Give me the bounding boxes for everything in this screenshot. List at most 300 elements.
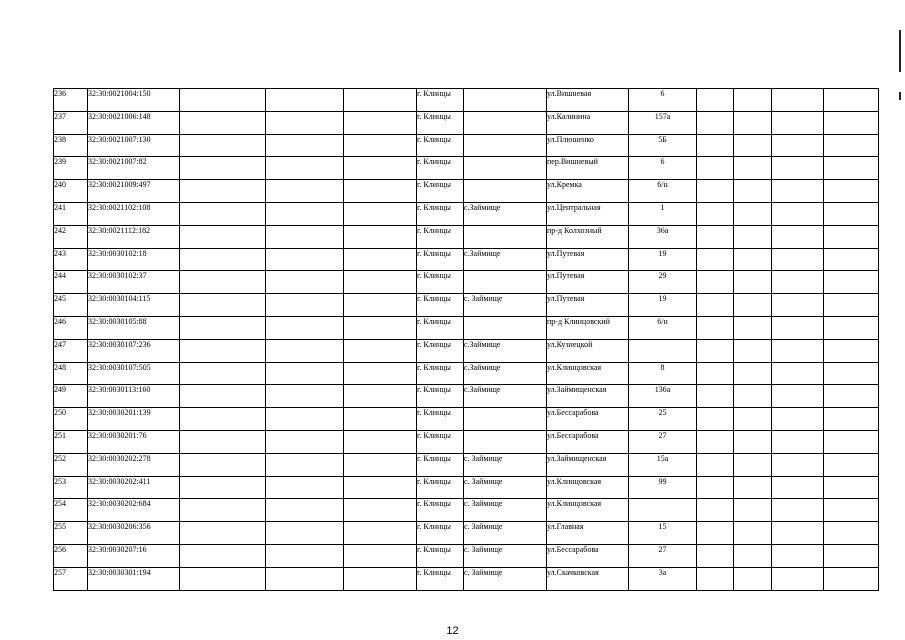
empty-cell xyxy=(772,316,824,339)
empty-cell xyxy=(266,544,344,567)
empty-cell xyxy=(734,430,772,453)
street-cell: ул.Путевая xyxy=(547,271,629,294)
table-row xyxy=(54,316,879,339)
empty-cell xyxy=(344,248,417,271)
empty-cell xyxy=(734,248,772,271)
empty-cell xyxy=(180,89,266,112)
empty-cell xyxy=(697,180,734,203)
row-number-cell: 237 xyxy=(54,111,88,134)
village-cell xyxy=(464,134,547,157)
cadastral-number-cell: 32:30:0030107:505 xyxy=(88,362,180,385)
table-row xyxy=(54,567,879,590)
empty-cell xyxy=(734,522,772,545)
table-row xyxy=(54,248,879,271)
cadastral-number-cell: 32:30:0021004:150 xyxy=(88,89,180,112)
empty-cell xyxy=(266,294,344,317)
village-cell: с.Займище xyxy=(464,248,547,271)
empty-cell xyxy=(772,89,824,112)
cadastral-number-cell: 32:30:0021007:130 xyxy=(88,134,180,157)
empty-cell xyxy=(824,294,879,317)
empty-cell xyxy=(697,385,734,408)
cadastral-number-cell: 32:30:0030113:160 xyxy=(88,385,180,408)
cadastral-number-cell: 32:30:0030102:37 xyxy=(88,271,180,294)
empty-cell xyxy=(344,316,417,339)
empty-cell xyxy=(824,567,879,590)
empty-cell xyxy=(772,430,824,453)
empty-cell xyxy=(180,362,266,385)
empty-cell xyxy=(824,385,879,408)
empty-cell xyxy=(772,544,824,567)
empty-cell xyxy=(266,339,344,362)
empty-cell xyxy=(734,544,772,567)
cadastral-number-cell: 32:30:0030107:236 xyxy=(88,339,180,362)
empty-cell xyxy=(772,453,824,476)
cadastral-number-cell: 32:30:0030202:411 xyxy=(88,476,180,499)
empty-cell xyxy=(697,362,734,385)
city-cell: г. Клинцы xyxy=(417,453,464,476)
empty-cell xyxy=(266,248,344,271)
street-cell: ул.Вишневая xyxy=(547,89,629,112)
city-cell: г. Клинцы xyxy=(417,544,464,567)
village-cell xyxy=(464,430,547,453)
cadastral-number-cell: 32:30:0021102:108 xyxy=(88,202,180,225)
street-cell: пр-д Клинцовский xyxy=(547,316,629,339)
row-number-cell: 236 xyxy=(54,89,88,112)
table-row xyxy=(54,294,879,317)
empty-cell xyxy=(180,294,266,317)
empty-cell xyxy=(344,134,417,157)
city-cell: г. Клинцы xyxy=(417,180,464,203)
empty-cell xyxy=(824,202,879,225)
table-row xyxy=(54,430,879,453)
cadastral-number-cell: 32:30:0030301:194 xyxy=(88,567,180,590)
empty-cell xyxy=(266,476,344,499)
city-cell: г. Клинцы xyxy=(417,362,464,385)
house-number-cell: 1 xyxy=(629,202,697,225)
empty-cell xyxy=(180,430,266,453)
empty-cell xyxy=(344,362,417,385)
empty-cell xyxy=(180,271,266,294)
row-number-cell: 243 xyxy=(54,248,88,271)
city-cell: г. Клинцы xyxy=(417,499,464,522)
house-number-cell: 99 xyxy=(629,476,697,499)
empty-cell xyxy=(772,225,824,248)
empty-cell xyxy=(824,453,879,476)
table-row xyxy=(54,476,879,499)
empty-cell xyxy=(266,453,344,476)
empty-cell xyxy=(180,202,266,225)
city-cell: г. Клинцы xyxy=(417,157,464,180)
row-number-cell: 255 xyxy=(54,522,88,545)
empty-cell xyxy=(824,89,879,112)
city-cell: г. Клинцы xyxy=(417,271,464,294)
village-cell: с. Займище xyxy=(464,522,547,545)
village-cell: с. Займище xyxy=(464,544,547,567)
house-number-cell: 136а xyxy=(629,385,697,408)
empty-cell xyxy=(734,567,772,590)
empty-cell xyxy=(697,134,734,157)
city-cell: г. Клинцы xyxy=(417,522,464,545)
house-number-cell: 25 xyxy=(629,408,697,431)
empty-cell xyxy=(180,157,266,180)
empty-cell xyxy=(734,271,772,294)
table-row xyxy=(54,408,879,431)
empty-cell xyxy=(772,362,824,385)
cadastral-number-cell: 32:30:0030201:76 xyxy=(88,430,180,453)
empty-cell xyxy=(772,157,824,180)
empty-cell xyxy=(344,89,417,112)
empty-cell xyxy=(697,408,734,431)
table-row xyxy=(54,225,879,248)
empty-cell xyxy=(266,430,344,453)
empty-cell xyxy=(180,180,266,203)
street-cell: ул.Бессарабова xyxy=(547,430,629,453)
village-cell: с.Займище xyxy=(464,202,547,225)
table-row xyxy=(54,89,879,112)
empty-cell xyxy=(772,111,824,134)
empty-cell xyxy=(697,316,734,339)
empty-cell xyxy=(344,385,417,408)
empty-cell xyxy=(697,89,734,112)
empty-cell xyxy=(734,408,772,431)
house-number-cell: 36а xyxy=(629,225,697,248)
cadastral-number-cell: 32:30:0021006:148 xyxy=(88,111,180,134)
empty-cell xyxy=(180,111,266,134)
city-cell: г. Клинцы xyxy=(417,385,464,408)
empty-cell xyxy=(344,271,417,294)
scan-edge-mark xyxy=(899,30,901,72)
empty-cell xyxy=(697,453,734,476)
empty-cell xyxy=(344,453,417,476)
empty-cell xyxy=(180,385,266,408)
empty-cell xyxy=(344,157,417,180)
empty-cell xyxy=(344,522,417,545)
row-number-cell: 253 xyxy=(54,476,88,499)
empty-cell xyxy=(772,134,824,157)
empty-cell xyxy=(266,202,344,225)
house-number-cell: 157а xyxy=(629,111,697,134)
empty-cell xyxy=(266,89,344,112)
table-row xyxy=(54,157,879,180)
house-number-cell: 6/н xyxy=(629,316,697,339)
empty-cell xyxy=(344,430,417,453)
empty-cell xyxy=(772,522,824,545)
empty-cell xyxy=(734,476,772,499)
row-number-cell: 245 xyxy=(54,294,88,317)
empty-cell xyxy=(180,408,266,431)
city-cell: г. Клинцы xyxy=(417,430,464,453)
village-cell: с.Займище xyxy=(464,385,547,408)
empty-cell xyxy=(697,111,734,134)
village-cell xyxy=(464,225,547,248)
row-number-cell: 249 xyxy=(54,385,88,408)
street-cell: ул.Скачковская xyxy=(547,567,629,590)
street-cell: ул.Займищенская xyxy=(547,453,629,476)
village-cell: с. Займище xyxy=(464,567,547,590)
empty-cell xyxy=(734,111,772,134)
empty-cell xyxy=(344,202,417,225)
empty-cell xyxy=(824,476,879,499)
row-number-cell: 247 xyxy=(54,339,88,362)
empty-cell xyxy=(180,248,266,271)
cadastral-register-table xyxy=(53,88,879,591)
empty-cell xyxy=(266,111,344,134)
empty-cell xyxy=(697,225,734,248)
street-cell: ул.Клинцовская xyxy=(547,362,629,385)
row-number-cell: 238 xyxy=(54,134,88,157)
table-row xyxy=(54,362,879,385)
empty-cell xyxy=(824,180,879,203)
empty-cell xyxy=(734,294,772,317)
table-row xyxy=(54,544,879,567)
cadastral-number-cell: 32:30:0021007:82 xyxy=(88,157,180,180)
empty-cell xyxy=(266,134,344,157)
cadastral-number-cell: 32:30:0030102:18 xyxy=(88,248,180,271)
empty-cell xyxy=(772,294,824,317)
empty-cell xyxy=(734,157,772,180)
cadastral-number-cell: 32:30:0030201:139 xyxy=(88,408,180,431)
empty-cell xyxy=(697,499,734,522)
row-number-cell: 250 xyxy=(54,408,88,431)
village-cell xyxy=(464,271,547,294)
empty-cell xyxy=(180,453,266,476)
village-cell: с. Займище xyxy=(464,453,547,476)
village-cell: с. Займище xyxy=(464,294,547,317)
empty-cell xyxy=(824,157,879,180)
empty-cell xyxy=(824,544,879,567)
table-row xyxy=(54,499,879,522)
empty-cell xyxy=(772,339,824,362)
city-cell: г. Клинцы xyxy=(417,225,464,248)
empty-cell xyxy=(734,316,772,339)
city-cell: г. Клинцы xyxy=(417,134,464,157)
table-row xyxy=(54,180,879,203)
street-cell: ул.Бессарабова xyxy=(547,408,629,431)
city-cell: г. Клинцы xyxy=(417,294,464,317)
empty-cell xyxy=(824,271,879,294)
village-cell xyxy=(464,111,547,134)
empty-cell xyxy=(697,522,734,545)
empty-cell xyxy=(180,316,266,339)
row-number-cell: 248 xyxy=(54,362,88,385)
street-cell: ул.Бессарабова xyxy=(547,544,629,567)
empty-cell xyxy=(697,339,734,362)
street-cell: ул.Кузнецкой xyxy=(547,339,629,362)
house-number-cell: 29 xyxy=(629,271,697,294)
empty-cell xyxy=(266,499,344,522)
empty-cell xyxy=(734,453,772,476)
empty-cell xyxy=(824,430,879,453)
empty-cell xyxy=(824,316,879,339)
table-row xyxy=(54,202,879,225)
cadastral-number-cell: 32:30:0030202:684 xyxy=(88,499,180,522)
city-cell: г. Клинцы xyxy=(417,476,464,499)
empty-cell xyxy=(772,180,824,203)
city-cell: г. Клинцы xyxy=(417,567,464,590)
table-row xyxy=(54,111,879,134)
city-cell: г. Клинцы xyxy=(417,89,464,112)
house-number-cell: 19 xyxy=(629,294,697,317)
street-cell: ул.Клинцовская xyxy=(547,499,629,522)
house-number-cell: 8 xyxy=(629,362,697,385)
empty-cell xyxy=(344,339,417,362)
empty-cell xyxy=(824,225,879,248)
village-cell: с. Займище xyxy=(464,476,547,499)
cadastral-number-cell: 32:30:0030104:115 xyxy=(88,294,180,317)
empty-cell xyxy=(180,476,266,499)
empty-cell xyxy=(824,499,879,522)
house-number-cell: 27 xyxy=(629,544,697,567)
empty-cell xyxy=(772,476,824,499)
village-cell xyxy=(464,89,547,112)
cadastral-number-cell: 32:30:0021009:497 xyxy=(88,180,180,203)
cadastral-number-cell: 32:30:0030202:278 xyxy=(88,453,180,476)
empty-cell xyxy=(266,408,344,431)
table-row xyxy=(54,453,879,476)
empty-cell xyxy=(697,248,734,271)
house-number-cell: 15 xyxy=(629,522,697,545)
house-number-cell: 5Б xyxy=(629,134,697,157)
empty-cell xyxy=(772,385,824,408)
empty-cell xyxy=(266,180,344,203)
village-cell xyxy=(464,180,547,203)
row-number-cell: 251 xyxy=(54,430,88,453)
row-number-cell: 254 xyxy=(54,499,88,522)
table-row xyxy=(54,522,879,545)
city-cell: г. Клинцы xyxy=(417,248,464,271)
empty-cell xyxy=(266,225,344,248)
cadastral-number-cell: 32:30:0030105:88 xyxy=(88,316,180,339)
city-cell: г. Клинцы xyxy=(417,111,464,134)
empty-cell xyxy=(734,225,772,248)
empty-cell xyxy=(697,567,734,590)
cadastral-number-cell: 32:30:0030207:16 xyxy=(88,544,180,567)
street-cell: ул.Кремка xyxy=(547,180,629,203)
empty-cell xyxy=(180,499,266,522)
row-number-cell: 246 xyxy=(54,316,88,339)
empty-cell xyxy=(772,408,824,431)
row-number-cell: 257 xyxy=(54,567,88,590)
house-number-cell: 15а xyxy=(629,453,697,476)
empty-cell xyxy=(266,316,344,339)
row-number-cell: 256 xyxy=(54,544,88,567)
empty-cell xyxy=(344,294,417,317)
empty-cell xyxy=(734,180,772,203)
cadastral-number-cell: 32:30:0021112:182 xyxy=(88,225,180,248)
empty-cell xyxy=(266,157,344,180)
row-number-cell: 244 xyxy=(54,271,88,294)
street-cell: пер.Вишневый xyxy=(547,157,629,180)
table-row xyxy=(54,134,879,157)
street-cell: ул.Главная xyxy=(547,522,629,545)
empty-cell xyxy=(772,499,824,522)
house-number-cell: 6 xyxy=(629,89,697,112)
scan-edge-mark xyxy=(899,92,901,100)
empty-cell xyxy=(180,225,266,248)
empty-cell xyxy=(697,157,734,180)
empty-cell xyxy=(180,134,266,157)
village-cell xyxy=(464,157,547,180)
city-cell: г. Клинцы xyxy=(417,339,464,362)
village-cell: с.Займище xyxy=(464,339,547,362)
empty-cell xyxy=(266,567,344,590)
empty-cell xyxy=(697,476,734,499)
table-row xyxy=(54,271,879,294)
empty-cell xyxy=(344,180,417,203)
empty-cell xyxy=(180,567,266,590)
street-cell: пр-д Колхозный xyxy=(547,225,629,248)
house-number-cell: 19 xyxy=(629,248,697,271)
street-cell: ул.Плюшенко xyxy=(547,134,629,157)
empty-cell xyxy=(824,362,879,385)
empty-cell xyxy=(266,362,344,385)
street-cell: ул.Займищенская xyxy=(547,385,629,408)
street-cell: ул.Путевая xyxy=(547,248,629,271)
house-number-cell xyxy=(629,499,697,522)
empty-cell xyxy=(824,522,879,545)
city-cell: г. Клинцы xyxy=(417,202,464,225)
empty-cell xyxy=(344,408,417,431)
empty-cell xyxy=(734,339,772,362)
empty-cell xyxy=(734,89,772,112)
row-number-cell: 252 xyxy=(54,453,88,476)
empty-cell xyxy=(772,567,824,590)
empty-cell xyxy=(697,544,734,567)
empty-cell xyxy=(344,567,417,590)
empty-cell xyxy=(344,499,417,522)
empty-cell xyxy=(697,271,734,294)
empty-cell xyxy=(824,111,879,134)
empty-cell xyxy=(344,225,417,248)
empty-cell xyxy=(734,499,772,522)
row-number-cell: 241 xyxy=(54,202,88,225)
table-row xyxy=(54,339,879,362)
house-number-cell: 6 xyxy=(629,157,697,180)
street-cell: ул.Клинцовская xyxy=(547,476,629,499)
house-number-cell xyxy=(629,339,697,362)
row-number-cell: 242 xyxy=(54,225,88,248)
empty-cell xyxy=(344,544,417,567)
cadastral-number-cell: 32:30:0030206:356 xyxy=(88,522,180,545)
row-number-cell: 239 xyxy=(54,157,88,180)
house-number-cell: 3а xyxy=(629,567,697,590)
empty-cell xyxy=(824,339,879,362)
empty-cell xyxy=(734,362,772,385)
empty-cell xyxy=(697,294,734,317)
empty-cell xyxy=(344,476,417,499)
empty-cell xyxy=(266,271,344,294)
village-cell xyxy=(464,408,547,431)
village-cell: с.Займище xyxy=(464,362,547,385)
row-number-cell: 240 xyxy=(54,180,88,203)
empty-cell xyxy=(824,134,879,157)
city-cell: г. Клинцы xyxy=(417,316,464,339)
empty-cell xyxy=(697,202,734,225)
page-number: 12 xyxy=(446,625,459,637)
house-number-cell: 6/н xyxy=(629,180,697,203)
empty-cell xyxy=(180,522,266,545)
empty-cell xyxy=(772,248,824,271)
empty-cell xyxy=(697,430,734,453)
empty-cell xyxy=(824,408,879,431)
empty-cell xyxy=(734,385,772,408)
empty-cell xyxy=(824,248,879,271)
table-row xyxy=(54,385,879,408)
empty-cell xyxy=(734,202,772,225)
street-cell: ул.Путевая xyxy=(547,294,629,317)
village-cell xyxy=(464,316,547,339)
empty-cell xyxy=(180,544,266,567)
